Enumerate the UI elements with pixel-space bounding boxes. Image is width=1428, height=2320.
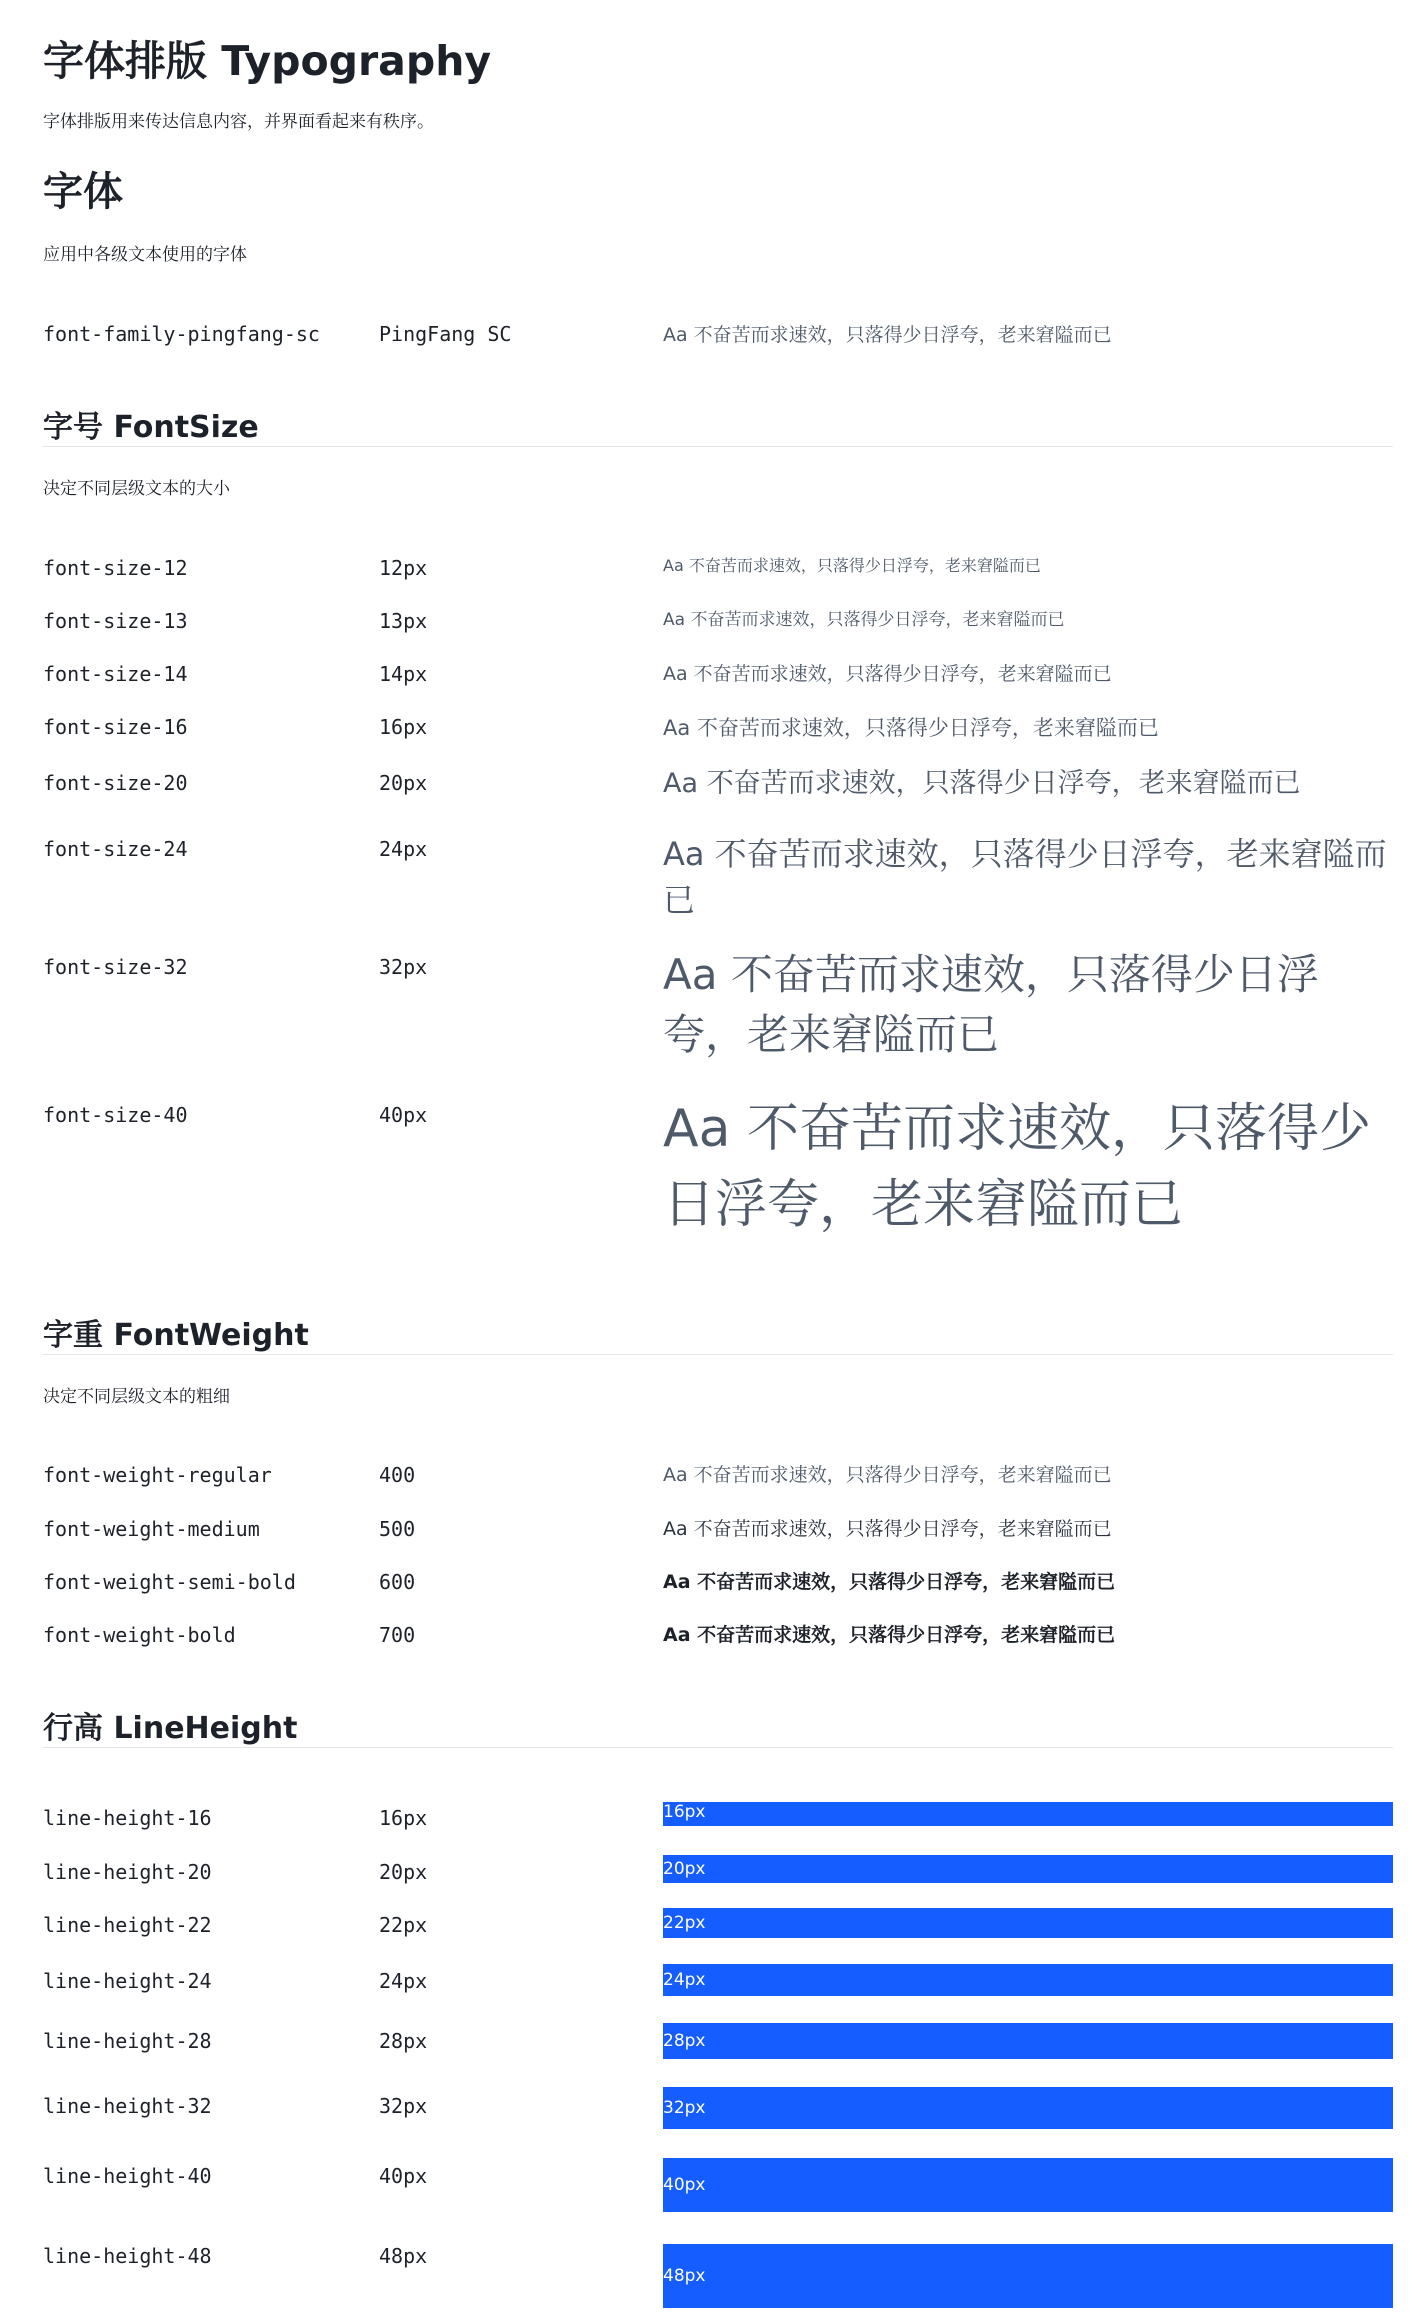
token-value: 400 (379, 1463, 416, 1487)
line-height-bar (663, 1802, 1393, 1826)
line-height-bar-label: 28px (663, 2031, 706, 2051)
token-name: line-height-48 (43, 2244, 212, 2268)
section-description-font-weight: 决定不同层级文本的粗细 (43, 1387, 230, 1407)
token-name: font-size-32 (43, 955, 188, 979)
section-divider (43, 1747, 1393, 1748)
line-height-bar-label: 22px (663, 1913, 706, 1933)
page-title: 字体排版 Typography (43, 37, 492, 85)
section-title-line-height: 行高 LineHeight (43, 1711, 298, 1746)
line-height-bar (663, 1908, 1393, 1938)
font-sample: Aa 不奋苦而求速效，只落得少日浮夸，老来窘隘而已 (663, 1518, 1112, 1540)
font-sample: Aa 不奋苦而求速效，只落得少日浮夸，老来窘隘而已 (663, 1099, 1371, 1235)
token-name: line-height-40 (43, 2164, 212, 2188)
token-value: 40px (379, 2164, 428, 2188)
font-sample: Aa 不奋苦而求速效，只落得少日浮夸，老来窘隘而已 (663, 716, 1159, 740)
token-value: PingFang SC (379, 322, 512, 346)
token-name: font-size-20 (43, 771, 188, 795)
line-height-bar (663, 2023, 1393, 2059)
font-sample: Aa 不奋苦而求速效，只落得少日浮夸，老来窘隘而已 (663, 1464, 1112, 1486)
token-name: font-size-12 (43, 556, 188, 580)
token-value: 24px (379, 837, 428, 861)
token-name: line-height-28 (43, 2029, 212, 2053)
token-value: 700 (379, 1623, 416, 1647)
token-name: line-height-16 (43, 1806, 212, 1830)
font-sample: Aa 不奋苦而求速效，只落得少日浮夸，老来窘隘而已 (663, 768, 1301, 799)
token-value: 20px (379, 771, 428, 795)
token-name: font-weight-bold (43, 1623, 236, 1647)
token-name: font-size-14 (43, 662, 188, 686)
line-height-bar (663, 2087, 1393, 2129)
section-divider (43, 446, 1393, 447)
font-sample: Aa 不奋苦而求速效，只落得少日浮夸，老来窘隘而已 (663, 835, 1387, 919)
line-height-bar (663, 2244, 1393, 2308)
line-height-bar-label: 20px (663, 1859, 706, 1879)
token-name: font-size-40 (43, 1103, 188, 1127)
token-name: line-height-22 (43, 1913, 212, 1937)
token-name: line-height-32 (43, 2094, 212, 2118)
token-name: font-size-13 (43, 609, 188, 633)
section-title-font-weight: 字重 FontWeight (43, 1318, 309, 1353)
font-sample: Aa 不奋苦而求速效，只落得少日浮夸，老来窘隘而已 (663, 610, 1065, 630)
token-value: 24px (379, 1969, 428, 1993)
line-height-bar (663, 2158, 1393, 2212)
line-height-bar-label: 40px (663, 2175, 706, 2195)
section-title-font-family: 字体 (43, 169, 123, 215)
token-value: 22px (379, 1913, 428, 1937)
line-height-bar (663, 1855, 1393, 1883)
line-height-bar (663, 1964, 1393, 1996)
token-value: 600 (379, 1570, 416, 1594)
line-height-bar-label: 32px (663, 2098, 706, 2118)
token-name: font-family-pingfang-sc (43, 322, 320, 346)
token-name: font-weight-semi-bold (43, 1570, 296, 1594)
section-description-font-family: 应用中各级文本使用的字体 (43, 245, 247, 265)
token-name: line-height-24 (43, 1969, 212, 1993)
token-value: 28px (379, 2029, 428, 2053)
line-height-bar-label: 16px (663, 1802, 706, 1822)
token-name: font-weight-medium (43, 1517, 260, 1541)
token-value: 16px (379, 715, 428, 739)
section-title-font-size: 字号 FontSize (43, 410, 259, 445)
token-name: font-size-24 (43, 837, 188, 861)
font-sample: Aa 不奋苦而求速效，只落得少日浮夸，老来窘隘而已 (663, 324, 1112, 346)
token-value: 48px (379, 2244, 428, 2268)
token-name: font-weight-regular (43, 1463, 272, 1487)
font-sample: Aa 不奋苦而求速效，只落得少日浮夸，老来窘隘而已 (663, 1624, 1116, 1646)
token-value: 500 (379, 1517, 416, 1541)
token-value: 32px (379, 955, 428, 979)
font-sample: Aa 不奋苦而求速效，只落得少日浮夸，老来窘隘而已 (663, 556, 1041, 575)
line-height-bar-label: 48px (663, 2266, 706, 2286)
font-sample: Aa 不奋苦而求速效，只落得少日浮夸，老来窘隘而已 (663, 1571, 1116, 1593)
token-name: font-size-16 (43, 715, 188, 739)
page-description: 字体排版用来传达信息内容，并界面看起来有秩序。 (43, 112, 434, 132)
section-divider (43, 1354, 1393, 1355)
token-name: line-height-20 (43, 1860, 212, 1884)
line-height-bar-label: 24px (663, 1970, 706, 1990)
font-sample: Aa 不奋苦而求速效，只落得少日浮夸，老来窘隘而已 (663, 950, 1319, 1059)
token-value: 12px (379, 556, 428, 580)
section-description-font-size: 决定不同层级文本的大小 (43, 479, 230, 499)
token-value: 14px (379, 662, 428, 686)
token-value: 13px (379, 609, 428, 633)
font-sample: Aa 不奋苦而求速效，只落得少日浮夸，老来窘隘而已 (663, 663, 1112, 685)
token-value: 40px (379, 1103, 428, 1127)
token-value: 16px (379, 1806, 428, 1830)
token-value: 20px (379, 1860, 428, 1884)
token-value: 32px (379, 2094, 428, 2118)
